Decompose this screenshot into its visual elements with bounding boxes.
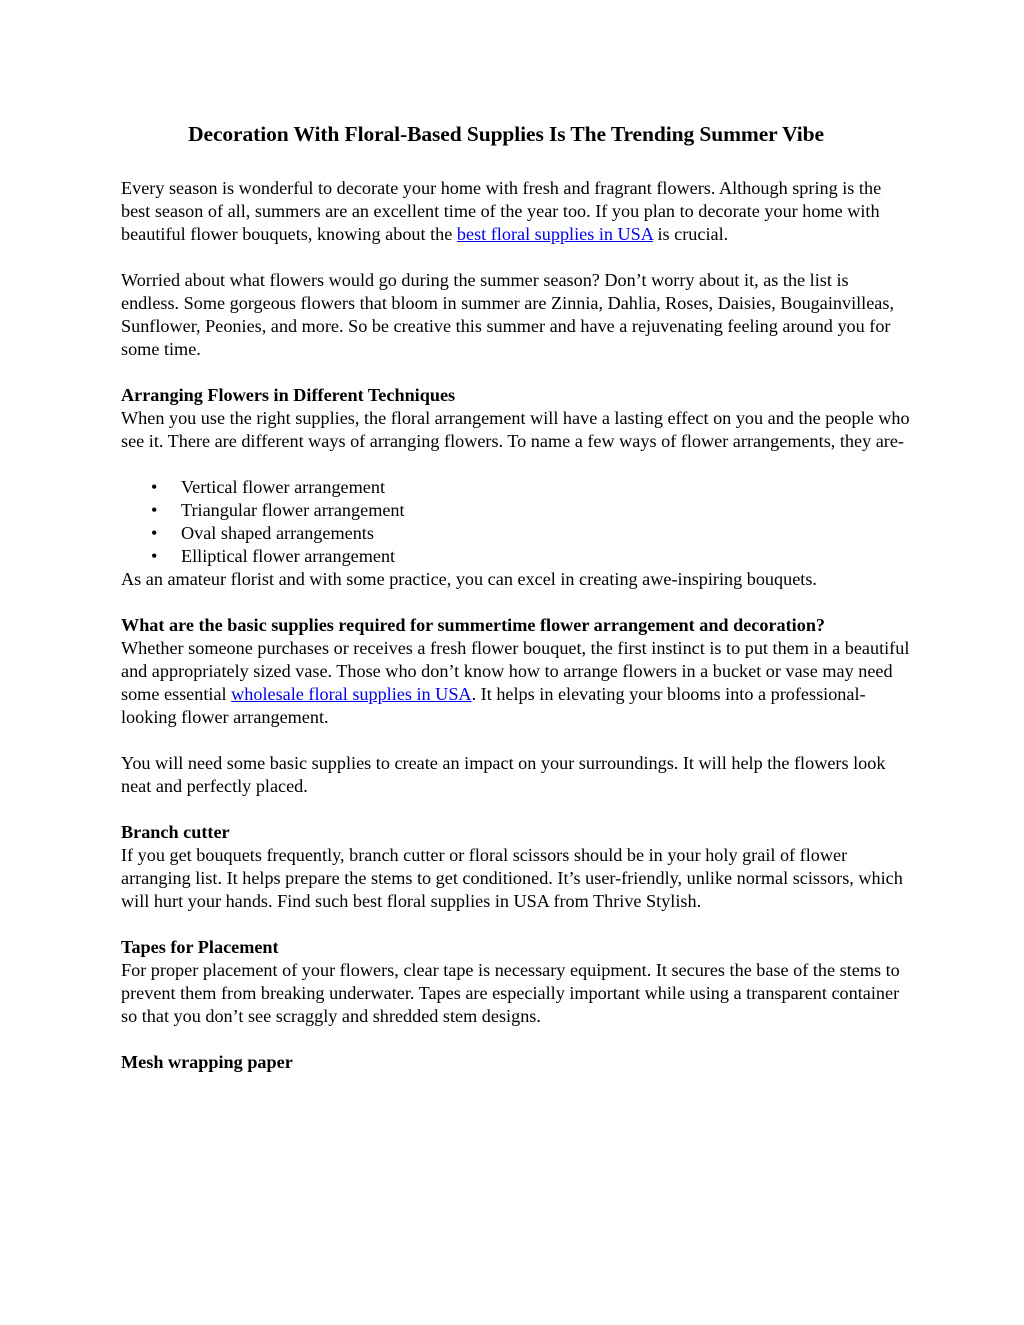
bullet-icon: • — [151, 523, 158, 543]
branch-cutter-heading: Branch cutter — [121, 822, 230, 842]
tapes-paragraph: For proper placement of your flowers, clear tape is necessary equipment. It secures the base of the stems to prevent them from breaking underwater. Tapes are especially important while using a transparent container so that you don’t see scraggly and shredded stem designs. — [121, 960, 900, 1026]
arranging-paragraph: When you use the right supplies, the floral arrangement will have a lasting effect on you and the people who see it. There are different ways of arranging flowers. To name a few ways of flower arrangements, they are- — [121, 408, 910, 451]
wholesale-floral-supplies-link[interactable]: wholesale floral supplies in USA — [231, 684, 472, 704]
basic-supplies-heading: What are the basic supplies required for summertime flower arrangement and decoration? — [121, 615, 826, 635]
vase-text-after-link: . It helps in elevating your blooms into a professional-looking flower arrangement. — [121, 684, 866, 727]
best-floral-supplies-link[interactable]: best floral supplies in USA — [456, 224, 653, 244]
amateur-florist-paragraph: As an amateur florist and with some practice, you can excel in creating awe-inspiring bouquets. — [121, 569, 817, 589]
basic-supplies-paragraph: You will need some basic supplies to create an impact on your surroundings. It will help the flowers look neat and perfectly placed. — [121, 753, 886, 796]
tapes-heading: Tapes for Placement — [121, 937, 279, 957]
list-item-label: Elliptical flower arrangement — [181, 546, 396, 566]
arrangement-list — [121, 476, 911, 568]
document-page — [121, 120, 911, 1074]
intro-paragraph — [121, 177, 911, 246]
arranging-heading: Arranging Flowers in Different Techniques — [121, 385, 456, 405]
branch-cutter-paragraph: If you get bouquets frequently, branch cutter or floral scissors should be in your holy grail of flower arranging list. It helps prepare the stems to get conditioned. It’s user-friendly, unlike normal scissors, which will hurt your hands. Find such best floral supplies in USA from Thrive Stylish. — [121, 845, 903, 911]
vase-text-before-link: Whether someone purchases or receives a fresh flower bouquet, the first instinct is to put them in a beautiful and appropriately sized vase. Those who don’t know how to arrange flowers in a bucket or vase may need some essential — [121, 638, 910, 704]
intro-text-after-link: is crucial. — [652, 224, 729, 244]
bullet-icon: • — [151, 477, 158, 497]
list-item — [121, 545, 911, 568]
document-title: Decoration With Floral-Based Supplies Is The Trending Summer Vibe — [188, 122, 824, 146]
list-item — [121, 499, 911, 522]
summer-flowers-paragraph: Worried about what flowers would go during the summer season? Don’t worry about it, as the list is endless. Some gorgeous flowers that bloom in summer are Zinnia, Dahlia, Roses, Daisies, Bougainvilleas, Sunflower, Peonies, and more. So be creative this summer and have a rejuvenating feeling around you for some time. — [121, 270, 895, 359]
list-item-label: Oval shaped arrangements — [181, 523, 374, 543]
list-item — [121, 522, 911, 545]
bullet-icon: • — [151, 500, 158, 520]
list-item — [121, 476, 911, 499]
list-item-label: Triangular flower arrangement — [181, 500, 405, 520]
vase-paragraph — [121, 637, 911, 729]
bullet-icon: • — [151, 546, 158, 566]
intro-text-before-link: Every season is wonderful to decorate your home with fresh and fragrant flowers. Although spring is the best season of all, summers are an excellent time of the year too. If you plan to decorate your home with beautiful flower bouquets, knowing about the — [121, 178, 882, 244]
list-item-label: Vertical flower arrangement — [181, 477, 385, 497]
mesh-wrapping-heading: Mesh wrapping paper — [121, 1052, 293, 1072]
